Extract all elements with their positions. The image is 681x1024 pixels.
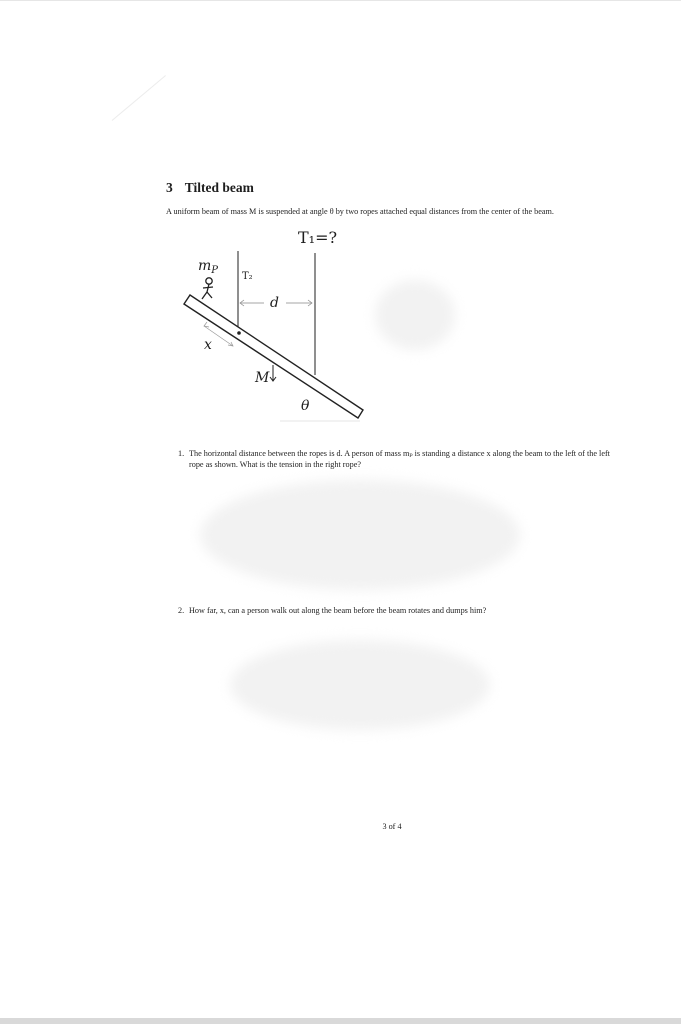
- page-number: 3 of 4: [382, 822, 402, 831]
- beam: [184, 295, 363, 418]
- question-2-number: 2.: [178, 606, 185, 615]
- erased-smudge: [375, 280, 455, 350]
- page-bottom-edge: [0, 1018, 681, 1024]
- tension-left-label: T₂: [242, 271, 253, 282]
- person-mass-label: $m_P$: [198, 258, 219, 276]
- section-title: Tilted beam: [184, 180, 254, 195]
- weight-arrow: [270, 365, 276, 381]
- beam-center-dot: [237, 331, 241, 335]
- question-1: [178, 448, 623, 470]
- section-number: 3: [166, 180, 173, 195]
- question-1-text: The horizontal distance between the ropes is d. A person of mass mₚ is standing a distance x along the beam to the left of the left rope as shown. What is the tension in the right rope?: [189, 449, 610, 469]
- erased-smudge: [200, 480, 520, 590]
- person-stick-figure: [202, 278, 213, 299]
- question-2: [178, 605, 623, 616]
- distance-d-label: d: [270, 295, 279, 311]
- intro-paragraph: A uniform beam of mass M is suspended at angle θ by two ropes attached equal distances from the center of the beam.: [166, 207, 554, 216]
- angle-label: θ: [301, 398, 310, 414]
- tension-right-label: T₁=?: [298, 228, 338, 247]
- tilted-beam-diagram: [160, 225, 380, 425]
- beam-mass-label: M: [255, 370, 270, 386]
- page-top-edge: [0, 0, 681, 1]
- question-2-text: How far, x, can a person walk out along the beam before the beam rotates and dumps him?: [189, 606, 487, 615]
- position-x-label: x: [204, 337, 212, 353]
- question-1-number: 1.: [178, 449, 185, 458]
- section-heading: [166, 180, 254, 196]
- erased-smudge: [230, 640, 490, 730]
